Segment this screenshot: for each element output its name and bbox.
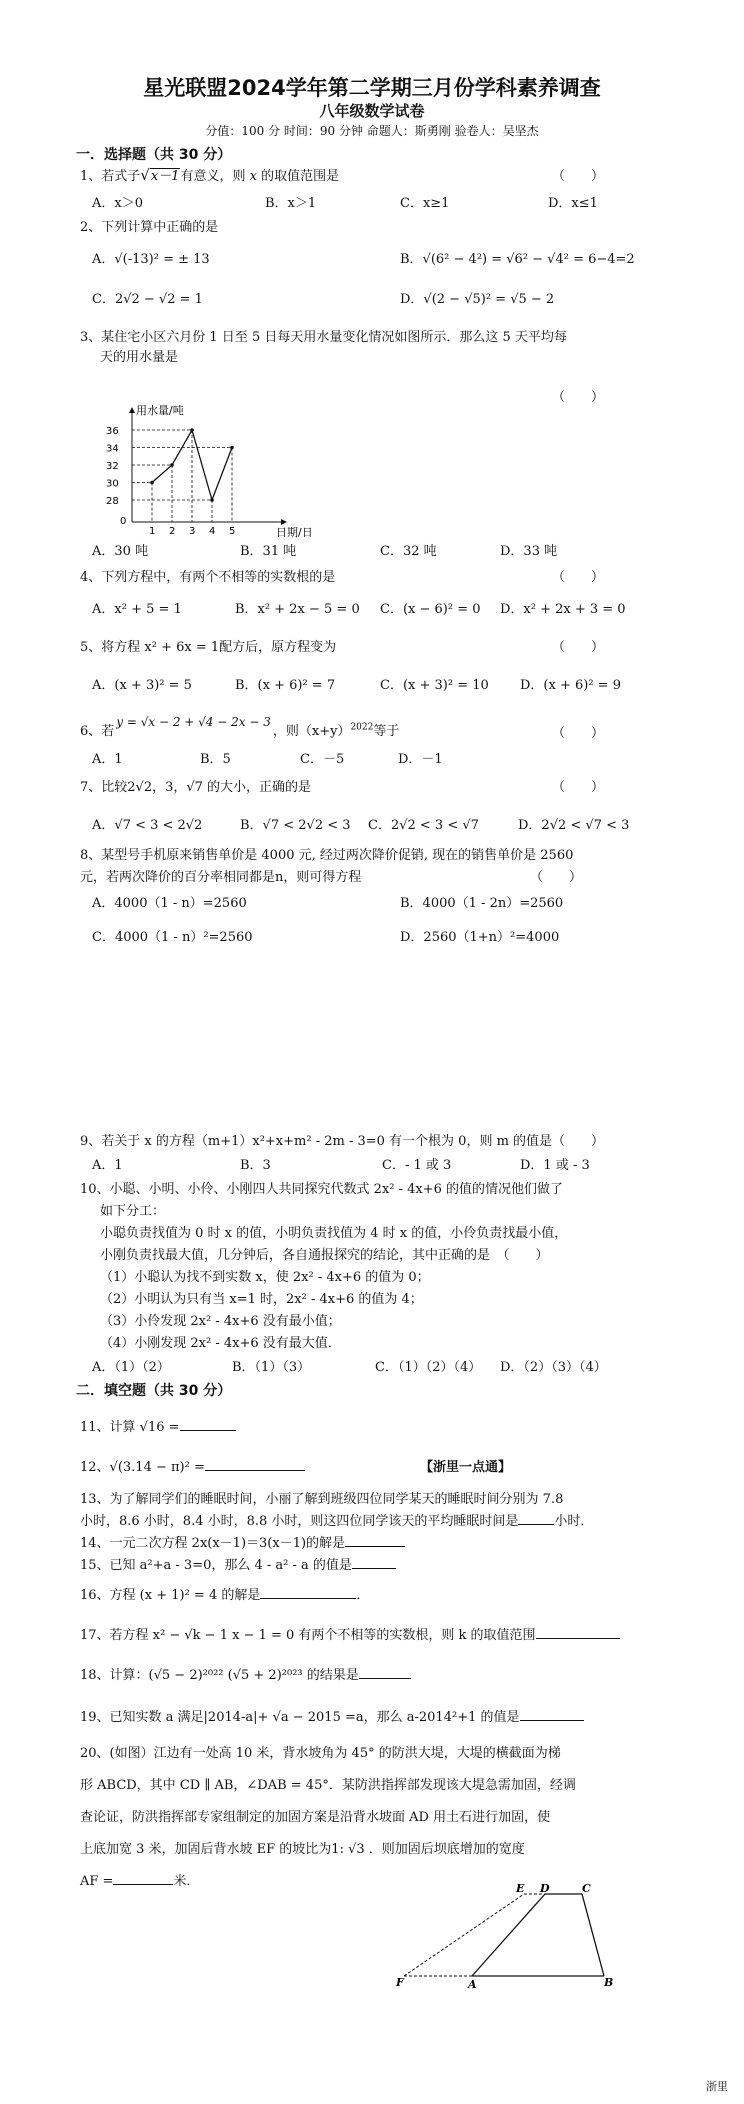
q2-option-d: D．√(2 − √5)² = √5 − 2: [400, 292, 555, 307]
q5-option-d: D．(x + 6)² = 9: [520, 678, 621, 693]
q1-option-a: A．x＞0: [92, 196, 143, 211]
dam-edge-CB: [582, 1894, 604, 1976]
question-3-paren: （ ）: [552, 390, 605, 405]
chart-ylabel: 用水量/吨: [136, 404, 184, 417]
dam-trapezoid-diagram: [390, 1880, 620, 1990]
question-10-line4: 小刚负责找最大值，几分钟后，各自通报探究的结论，其中正确的是 （ ）: [100, 1248, 549, 1263]
question-20-line5: AF = 米．: [80, 1874, 200, 1889]
q3-option-b: B．31 吨: [240, 544, 297, 559]
q4-option-c: C．(x − 6)² = 0: [380, 602, 481, 617]
question-3-stem-line1: 3、某住宅小区六月份 1 日至 5 日每天用水量变化情况如图所示．那么这 5 天平均每: [80, 330, 567, 345]
question-10-item-4: （4）小刚发现 2x² - 4x+6 没有最大值．: [100, 1336, 341, 1351]
question-19: 19、已知实数 a 满足|2014-a|+ √a − 2015 =a，那么 a-2014²+1 的值是: [80, 1706, 584, 1725]
q2-option-b: B．√(6² − 4²) = √6² − √4² = 6−4=2: [400, 252, 635, 267]
q8-option-a: A．4000（1 - n）=2560: [92, 896, 247, 911]
dam-label-B: B: [604, 1976, 614, 1989]
question-1-stem: 1、若式子√x－1有意义，则 x 的取值范围是: [80, 166, 340, 184]
q5-option-b: B．(x + 6)² = 7: [235, 678, 336, 693]
q10-option-b: B．（1）（3）: [232, 1360, 311, 1375]
q9-option-d: D．1 或 - 3: [520, 1158, 590, 1173]
q10-option-d: D．（2）（3）（4）: [500, 1360, 607, 1375]
dam-label-F: F: [396, 1976, 404, 1989]
question-20-line3: 查论证，防洪指挥部专家组制定的加固方案是沿背水坡面 AD 用土石进行加固，使: [80, 1810, 551, 1825]
question-10-item-3: （3）小伶发现 2x² - 4x+6 没有最小值；: [100, 1314, 341, 1329]
question-5-paren: （ ）: [552, 640, 605, 655]
question-13-line1: 13、为了解同学们的睡眠时间，小丽了解到班级四位同学某天的睡眠时间分别为 7.8: [80, 1492, 564, 1507]
q2-option-c: C．2√2 − √2 = 1: [92, 292, 203, 307]
chart-point: [170, 463, 174, 467]
dam-label-C: C: [582, 1882, 591, 1895]
q7-option-c: C．2√2 < 3 < √7: [368, 818, 479, 833]
dam-label-D: D: [540, 1882, 550, 1895]
chart-xlabel: 日期/日: [276, 526, 313, 539]
q7-option-b: B．√7 < 2√2 < 3: [240, 818, 351, 833]
question-7-paren: （ ）: [552, 780, 605, 795]
dam-edge-AD: [472, 1894, 545, 1976]
footer-mark: 浙里: [706, 2080, 728, 2093]
q9-option-a: A．1: [92, 1158, 123, 1173]
q7-option-a: A．√7 < 3 < 2√2: [92, 818, 203, 833]
q1-option-d: D．x≤1: [548, 196, 598, 211]
chart-xtick-label: 1: [149, 526, 156, 537]
question-3-stem-line2: 天的用水量是: [100, 350, 179, 365]
exam-title: 星光联盟2024学年第二学期三月份学科素养调查: [143, 76, 601, 100]
question-2-stem: 2、下列计算中正确的是: [80, 220, 219, 235]
section-1-title: 一．选择题（共 30 分）: [76, 147, 232, 163]
chart-origin-label: 0: [120, 516, 127, 527]
question-11: 11、计算 √16 =: [80, 1416, 236, 1435]
chart-point: [210, 498, 214, 502]
q3-option-c: C．32 吨: [380, 544, 437, 559]
chart-ytick-label: 36: [106, 426, 119, 437]
dam-label-A: A: [468, 1978, 477, 1990]
exam-meta: 分值：100 分 时间：90 分钟 命题人：斯勇刚 验卷人：吴坚杰: [205, 124, 539, 138]
chart-point: [150, 481, 154, 485]
question-1-paren: （ ）: [552, 169, 605, 184]
exam-subtitle: 八年级数学试卷: [319, 102, 425, 120]
chart-xtick-label: 5: [229, 526, 236, 537]
question-12: 12、√(3.14 − π)² =: [80, 1456, 305, 1475]
q10-option-a: A．（1）（2）: [92, 1360, 170, 1375]
q2-option-a: A．√(-13)² = ± 13: [92, 252, 210, 267]
chart-ytick-label: 28: [106, 496, 119, 507]
question-4-stem: 4、下列方程中，有两个不相等的实数根的是: [80, 570, 336, 585]
chart-xtick-label: 3: [189, 526, 196, 537]
chart-point: [230, 446, 234, 450]
question-20-line1: 20、(如图）江边有一处高 10 米，背水坡角为 45° 的防洪大堤，大堤的横截面为梯: [80, 1746, 561, 1761]
q5-option-a: A．(x + 3)² = 5: [92, 678, 192, 693]
chart-xtick-label: 4: [209, 526, 216, 537]
question-6-stem: 6、若y = √x − 2 + √4 − 2x − 3，则$(x+y)^{2022}$等于: [80, 715, 400, 739]
q3-option-a: A．30 吨: [92, 544, 149, 559]
question-12-tag: 【浙里一点通】: [420, 1460, 512, 1475]
q6-option-a: A．1: [92, 752, 123, 767]
chart-point: [190, 428, 194, 432]
chart-ytick-label: 30: [106, 478, 119, 490]
question-8-line1: 8、某型号手机原来销售单价是 4000 元, 经过两次降价促销, 现在的销售单价是 2560: [80, 848, 574, 863]
question-18: 18、计算：(√5 − 2)²⁰²² (√5 + 2)²⁰²³ 的结果是: [80, 1664, 411, 1683]
chart-ytick-label: 34: [106, 443, 119, 455]
question-7-stem: 7、比较2√2，3，√7 的大小，正确的是: [80, 780, 312, 795]
question-20-line2: 形 ABCD，其中 CD ∥ AB，∠DAB = 45°．某防洪指挥部发现该大堤急需加固，经调: [80, 1778, 576, 1793]
q6-option-d: D．－1: [398, 752, 443, 767]
question-8-line2: 元，若两次降价的百分率相同都是n，则可得方程: [80, 870, 362, 885]
question-5-stem: 5、将方程 x² + 6x = 1配方后，原方程变为: [80, 640, 337, 655]
question-10-line2: 如下分工：: [100, 1204, 166, 1219]
question-20-line4: 上底加宽 3 米，加固后背水坡 EF 的坡比为1: √3 ．则加固后坝底增加的宽度: [80, 1842, 525, 1857]
q5-option-c: C．(x + 3)² = 10: [380, 678, 489, 693]
question-15: 15、已知 a²+a - 3=0，那么 4 - a² - a 的值是: [80, 1554, 396, 1573]
q1-option-c: C．x≥1: [400, 196, 450, 211]
q3-option-d: D．33 吨: [500, 544, 558, 559]
q6-option-b: B．5: [200, 752, 231, 767]
dam-edge-EF: [404, 1894, 524, 1976]
q1-option-b: B．x＞1: [265, 196, 317, 211]
q4-option-b: B．x² + 2x − 5 = 0: [235, 602, 360, 617]
question-10-line1: 10、小聪、小明、小伶、小刚四人共同探究代数式 2x² - 4x+6 的值的情况他们做了: [80, 1182, 564, 1197]
chart-ytick-label: 32: [106, 461, 119, 472]
q8-option-b: B．4000（1 - 2n）=2560: [400, 896, 564, 911]
question-14: 14、一元二次方程 2x(x－1)＝3(x－1)的解是: [80, 1532, 405, 1551]
q9-option-c: C．- 1 或 3: [382, 1158, 452, 1173]
question-10-line3: 小聪负责找值为 0 时 x 的值，小明负责找值为 4 时 x 的值，小伶负责找最小值，: [100, 1226, 568, 1241]
section-2-title: 二．填空题（共 30 分）: [76, 1383, 232, 1399]
question-9-stem: 9、若关于 x 的方程（m+1）x²+x+m² - 2m - 3=0 有一个根为 0，则 m 的值是（ ）: [80, 1134, 605, 1149]
question-8-paren: （ ）: [530, 870, 583, 885]
q6-option-c: C．－5: [300, 752, 345, 767]
q8-option-d: D．2560（1+n）²=4000: [400, 930, 560, 945]
chart-xtick-label: 2: [169, 526, 176, 537]
question-6-paren: （ ）: [552, 726, 605, 741]
q7-option-d: D．2√2 < √7 < 3: [518, 818, 630, 833]
q8-option-c: C．4000（1 - n）²=2560: [92, 930, 253, 945]
dam-label-E: E: [516, 1882, 525, 1895]
question-4-paren: （ ）: [552, 570, 605, 585]
q9-option-b: B．3: [240, 1158, 271, 1173]
question-10-item-1: （1）小聪认为找不到实数 x，使 2x² - 4x+6 的值为 0；: [100, 1270, 430, 1285]
question-16: 16、方程 (x + 1)² = 4 的解是 ．: [80, 1588, 370, 1603]
water-usage-chart: [100, 400, 350, 540]
question-17: 17、若方程 x² − √k − 1 x − 1 = 0 有两个不相等的实数根，则 k 的取值范围: [80, 1624, 620, 1643]
q10-option-c: C．（1）（2）（4）: [375, 1360, 482, 1375]
q4-option-d: D．x² + 2x + 3 = 0: [500, 602, 626, 617]
q4-option-a: A．x² + 5 = 1: [92, 602, 182, 617]
question-10-item-2: （2）小明认为只有当 x=1 时，2x² - 4x+6 的值为 4；: [100, 1292, 423, 1307]
question-13-line2: 小时，8.6 小时，8.4 小时，8.8 小时，则这四位同学该天的平均睡眠时间是 小时．: [80, 1514, 594, 1529]
